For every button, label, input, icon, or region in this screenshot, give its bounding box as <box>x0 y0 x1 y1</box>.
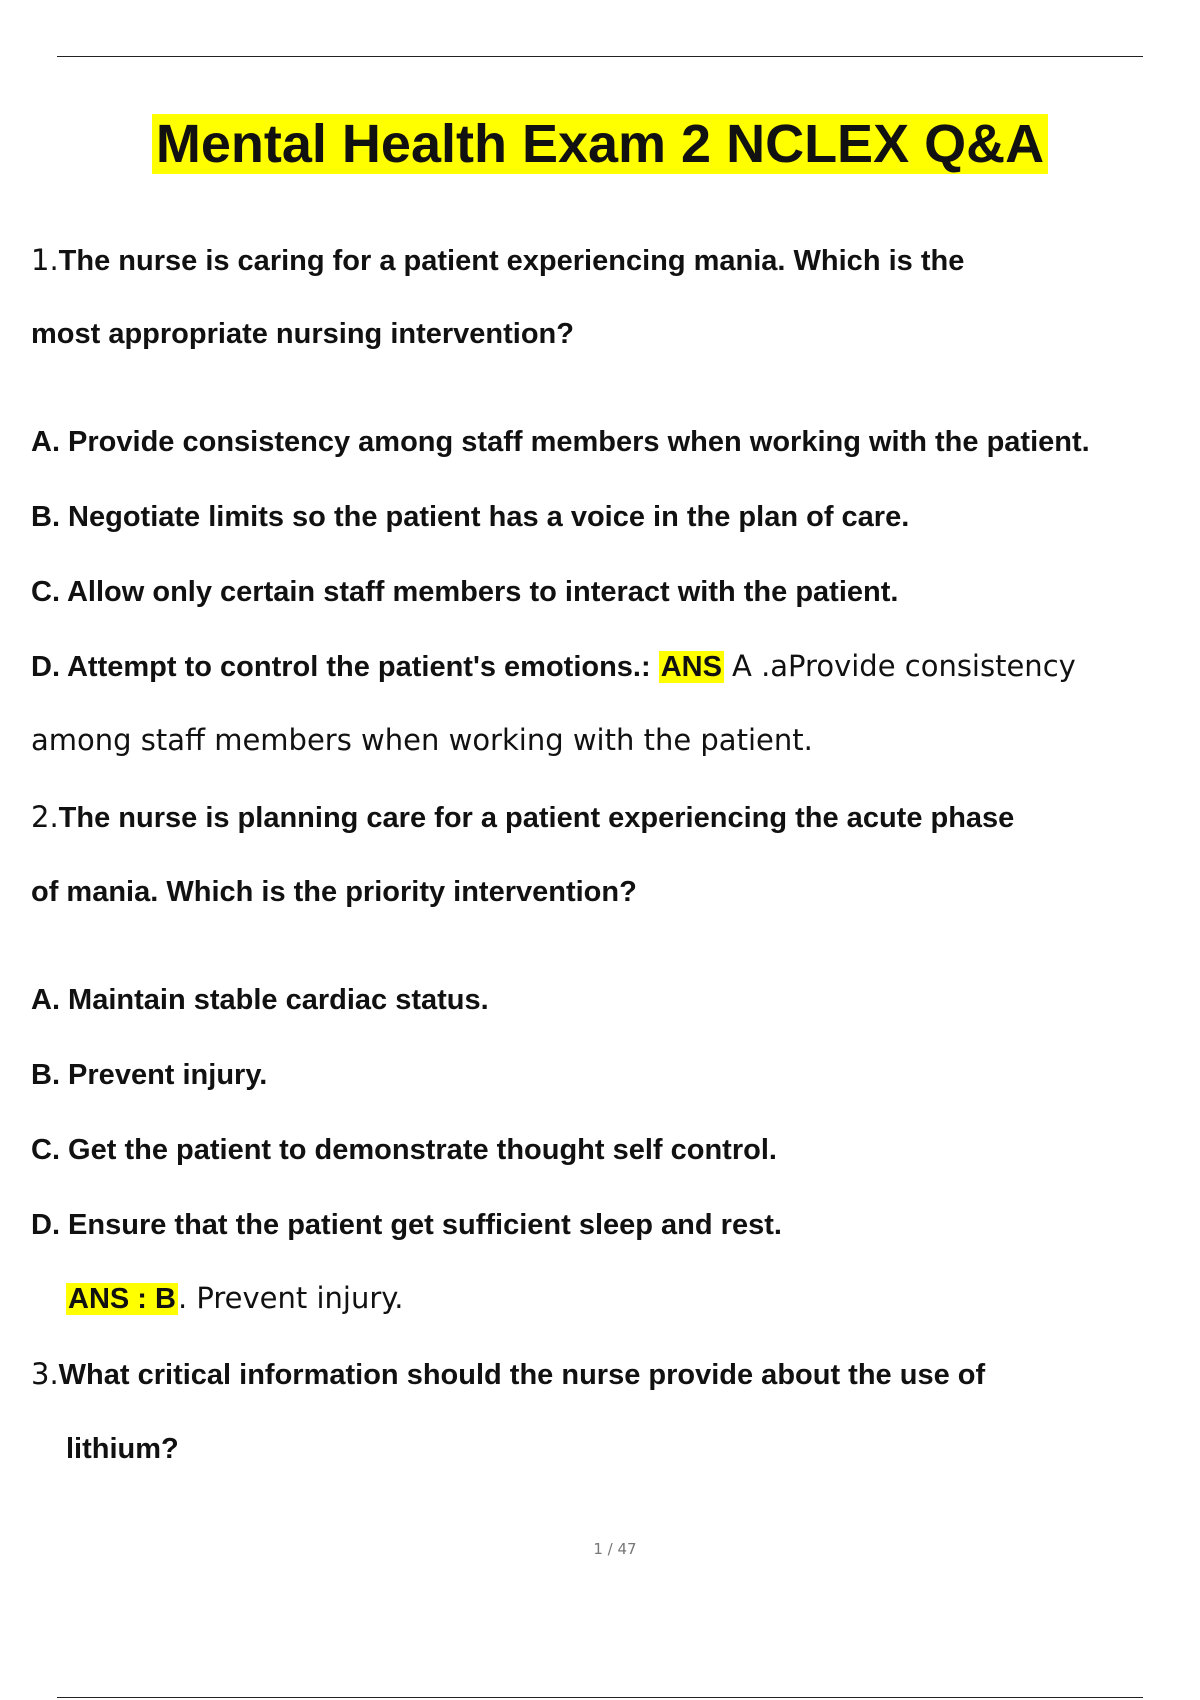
question-3-stem-cont: lithium? <box>66 1433 179 1465</box>
answer-text-cont: among staff members when working with the patient. <box>31 723 813 757</box>
question-2-stem-cont: of mania. Which is the priority intervention? <box>31 876 637 908</box>
question-2-answer <box>66 1280 404 1317</box>
question-1-stem-cont: most appropriate nursing intervention? <box>31 318 574 350</box>
bottom-divider <box>57 1697 1143 1698</box>
question-2-option-c: C. Get the patient to demonstrate thought self control. <box>31 1134 777 1166</box>
question-1-option-d: D. Attempt to control the patient's emotions.: ANS A .aProvide consistency <box>31 649 1076 683</box>
question-1-option-c: C. Allow only certain staff members to interact with the patient. <box>31 576 899 608</box>
question-2-option-d: D. Ensure that the patient get sufficient sleep and rest. <box>31 1209 782 1241</box>
page-number: 1 / 47 <box>593 1540 637 1558</box>
top-divider <box>57 56 1143 57</box>
answer-label: ANS <box>660 651 722 683</box>
question-2-number: 2. <box>31 800 59 834</box>
question-3-number: 3. <box>31 1357 59 1391</box>
question-1-option-a: A. Provide consistency among staff members when working with the patient. <box>31 426 1090 458</box>
answer-label: ANS : B <box>68 1283 176 1315</box>
question-2-option-b: B. Prevent injury. <box>31 1059 268 1091</box>
question-1-stem: 1.The nurse is caring for a patient experiencing mania. Which is the <box>31 243 965 277</box>
question-1-option-b: B. Negotiate limits so the patient has a voice in the plan of care. <box>31 501 910 533</box>
document-title: Mental Health Exam 2 NCLEX Q&A <box>0 110 1200 178</box>
answer-text: A .aProvide consistency <box>732 649 1076 683</box>
question-2-option-a: A. Maintain stable cardiac status. <box>31 984 489 1016</box>
question-1-number: 1. <box>31 243 59 277</box>
question-3-stem: 3.What critical information should the nurse provide about the use of <box>31 1357 986 1391</box>
answer-text: . Prevent injury. <box>177 1281 404 1315</box>
question-2-stem: 2.The nurse is planning care for a patient experiencing the acute phase <box>31 800 1015 834</box>
